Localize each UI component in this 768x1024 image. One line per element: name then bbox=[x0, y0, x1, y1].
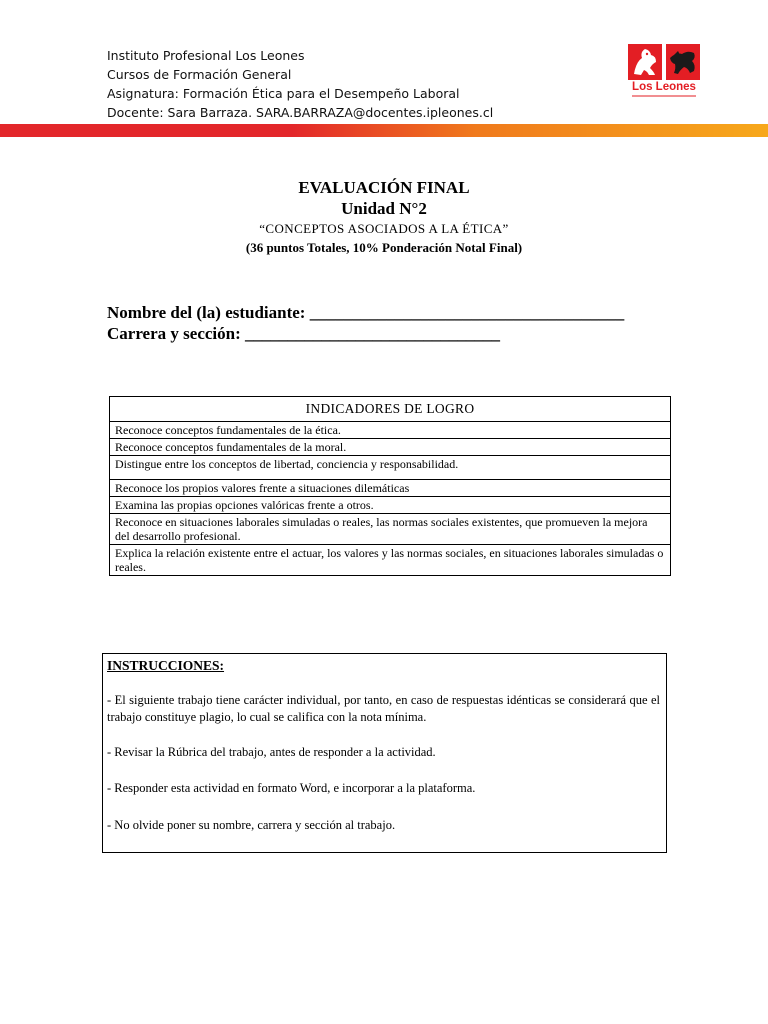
logo-subline bbox=[632, 95, 696, 97]
topic-title: “CONCEPTOS ASOCIADOS A LA ÉTICA” bbox=[259, 221, 509, 236]
logo-text: Los Leones bbox=[632, 81, 696, 93]
teacher-info: Docente: Sara Barraza. SARA.BARRAZA@docentes.ipleones.cl bbox=[107, 105, 494, 120]
career-section-field: Carrera y sección: ______________________________ bbox=[107, 324, 500, 343]
indicator-row: Reconoce los propios valores frente a situaciones dilemáticas bbox=[110, 480, 671, 497]
indicators-header: INDICADORES DE LOGRO bbox=[110, 397, 671, 422]
indicator-row: Examina las propias opciones valóricas frente a otros. bbox=[110, 497, 671, 514]
indicator-row: Reconoce conceptos fundamentales de la moral. bbox=[110, 439, 671, 456]
instruction-item: - Responder esta actividad en formato Word, e incorporar a la plataforma. bbox=[107, 781, 476, 795]
institution-name: Instituto Profesional Los Leones bbox=[107, 48, 305, 63]
indicators-table bbox=[109, 396, 671, 576]
logo bbox=[626, 44, 702, 98]
course-name: Cursos de Formación General bbox=[107, 67, 292, 82]
student-name-field: Nombre del (la) estudiante: _____________________________________ bbox=[107, 303, 625, 322]
title-block bbox=[0, 178, 768, 256]
instructions-box bbox=[102, 653, 667, 853]
indicator-row: Explica la relación existente entre el actuar, los valores y las normas sociales, en situaciones laborales simuladas o reales. bbox=[110, 545, 671, 576]
lion-emblem-left-icon bbox=[628, 44, 662, 80]
lion-emblem-right-icon bbox=[666, 44, 700, 80]
evaluation-title: EVALUACIÓN FINAL bbox=[298, 178, 470, 197]
score-info: (36 puntos Totales, 10% Ponderación Notal Final) bbox=[245, 240, 523, 255]
instructions-title: INSTRUCCIONES: bbox=[107, 658, 225, 673]
student-fields bbox=[107, 302, 624, 344]
subject-name: Asignatura: Formación Ética para el Desempeño Laboral bbox=[107, 86, 460, 101]
instruction-item: - No olvide poner su nombre, carrera y sección al trabajo. bbox=[107, 818, 396, 832]
unit-title: Unidad N°2 bbox=[341, 199, 427, 218]
indicator-row: Reconoce conceptos fundamentales de la ética. bbox=[110, 422, 671, 439]
header-info bbox=[107, 46, 493, 122]
indicator-row: Distingue entre los conceptos de libertad, conciencia y responsabilidad. bbox=[110, 456, 671, 480]
header-color-stripe bbox=[0, 124, 768, 137]
instruction-item: - Revisar la Rúbrica del trabajo, antes de responder a la actividad. bbox=[107, 745, 436, 759]
instruction-item: - El siguiente trabajo tiene carácter individual, por tanto, en caso de respuestas idénticas se considerará que el trabajo constituye plagio, lo cual se califica con la nota mínima. bbox=[107, 693, 660, 724]
indicator-row: Reconoce en situaciones laborales simuladas o reales, las normas sociales existentes, que promueven la mejora del desarrollo profesional. bbox=[110, 514, 671, 545]
